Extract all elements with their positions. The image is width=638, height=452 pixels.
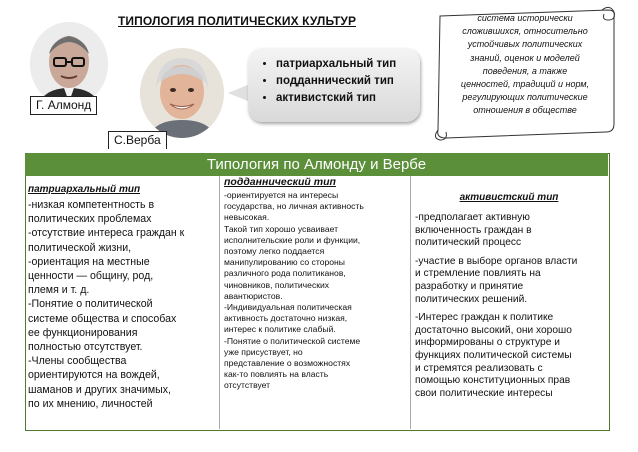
column-line: различного рода политиканов,	[224, 268, 346, 279]
type-item: • активистский тип	[276, 90, 420, 107]
column-line: информированы о структуре и	[415, 337, 560, 349]
definition-line: регулирующих политические	[462, 92, 588, 103]
column-line: манипулированию со стороны	[224, 257, 345, 268]
column-line: политических решений.	[415, 293, 528, 305]
almond-portrait-drawing	[30, 22, 108, 106]
type-item: • патриархальный тип	[276, 56, 420, 73]
verba-name-label: С.Верба	[108, 131, 167, 149]
definition-line: ценностей, традиций и норм,	[460, 79, 590, 90]
column-line: -Понятие о политической	[28, 298, 153, 311]
definition-line: поведения, а также	[482, 65, 568, 76]
definition-line: знаний, оценок и моделей	[470, 52, 580, 63]
column-line: Такой тип хорошо усваивает	[224, 223, 339, 234]
column-line: -участие в выборе органов власти	[415, 255, 578, 267]
column-line: невысокая.	[224, 212, 270, 223]
type-item: • подданнический тип	[276, 73, 420, 90]
column-line: ее функционирования	[28, 326, 138, 339]
column-line: -Члены сообщества	[28, 355, 127, 368]
verba-portrait	[140, 48, 224, 138]
column-line: племя и т. д.	[28, 284, 90, 297]
column-title: активистский тип	[459, 192, 559, 203]
column-line: и стремление повлиять на	[415, 268, 541, 280]
table-header: Типология по Алмонду и Вербе	[25, 153, 608, 176]
column-line: функциях политической системы	[415, 349, 572, 361]
column-line: помощью конституционных прав	[415, 375, 571, 387]
column-subject	[219, 176, 411, 429]
definition-line: отношения в обществе	[473, 105, 577, 116]
column-line: шаманов и других значимых,	[28, 383, 171, 396]
page-title: ТИПОЛОГИЯ ПОЛИТИЧЕСКИХ КУЛЬТУР	[118, 14, 357, 28]
column-line: отсутствует	[224, 380, 271, 391]
column-title: подданнический тип	[224, 176, 336, 188]
column-line: -ориентируется на интересы	[224, 190, 339, 200]
column-line: -ориентация на местные	[28, 255, 150, 268]
column-line: -отсутствие интереса граждан к	[28, 227, 185, 240]
column-line: как-то повлиять на власть	[224, 369, 329, 380]
column-line: государства, но личная активность	[224, 201, 364, 212]
column-line: по их мнению, личностей	[28, 397, 153, 410]
definition-line: сложившихся, относительно	[462, 26, 588, 37]
column-line: представление о возможностях	[224, 358, 351, 369]
column-line: политический процесс	[415, 237, 522, 249]
column-activist	[410, 176, 608, 429]
column-patriarchal	[26, 176, 206, 429]
verba-portrait-drawing	[140, 48, 224, 138]
column-title: патриархальный тип	[28, 184, 141, 195]
column-line: -Понятие о политической системе	[224, 335, 361, 346]
column-line: ценности — общину, род,	[28, 270, 154, 283]
column-line: авантюристов.	[224, 290, 283, 301]
column-line: полностью отсутствует.	[28, 341, 143, 354]
types-list	[248, 48, 420, 107]
column-line: активность достаточно низкая,	[224, 313, 348, 324]
column-line: политической жизни,	[28, 241, 132, 254]
column-line: ориентируются на вождей,	[28, 369, 160, 382]
column-line: чиновников, политических	[224, 279, 330, 290]
types-speech-bubble	[248, 48, 420, 122]
column-line: политических проблемах	[28, 213, 152, 226]
column-line: -предполагает активную	[415, 212, 530, 223]
column-line: исполнительские роли и функции,	[224, 234, 361, 245]
column-line: -низкая компетентность в	[28, 199, 155, 211]
column-line: поэтому легко поддается	[224, 246, 325, 257]
column-line: включенность граждан в	[415, 224, 532, 236]
column-line: разработку и принятие	[415, 280, 524, 292]
column-line: достаточно высокий, они хорошо	[415, 324, 572, 336]
definition-text	[446, 12, 604, 118]
column-line: интерес к политике слабый.	[224, 324, 336, 335]
column-line: -Индивидуальная политическая	[224, 302, 352, 313]
column-line: и стремятся реализовать с	[415, 362, 543, 374]
column-line: -Интерес граждан к политике	[415, 312, 554, 324]
almond-name-label: Г. Алмонд	[30, 96, 97, 115]
almond-portrait	[30, 22, 108, 106]
column-line: уже присуствует, но	[224, 346, 303, 357]
column-line: свои политические интересы	[415, 387, 553, 399]
definition-line: система исторически	[477, 13, 573, 23]
speech-bubble-tail	[228, 84, 250, 102]
column-line: системе общества и способах	[28, 312, 177, 325]
definition-line: устойчивых политических	[467, 39, 583, 50]
